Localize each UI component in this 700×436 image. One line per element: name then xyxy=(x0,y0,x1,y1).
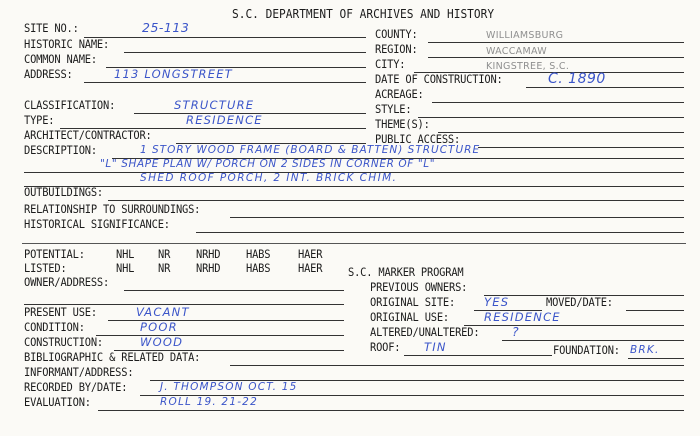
listed-nrhd[interactable]: NRHD xyxy=(196,262,221,275)
potential-nr[interactable]: NR xyxy=(158,248,171,261)
previous-owners-label: PREVIOUS OWNERS: xyxy=(370,281,468,294)
roof-value[interactable]: TIN xyxy=(424,340,447,354)
historic-name-label: HISTORIC NAME: xyxy=(24,38,110,51)
recorded-by-label: RECORDED BY/DATE: xyxy=(24,381,128,394)
common-name-label: COMMON NAME: xyxy=(24,53,97,66)
type-value[interactable]: RESIDENCE xyxy=(186,113,263,127)
historical-significance-label: HISTORICAL SIGNIFICANCE: xyxy=(24,218,170,231)
historic-name-line xyxy=(124,52,366,53)
recorded-by-value[interactable]: J. THOMPSON OCT. 15 xyxy=(160,381,298,393)
acreage-line xyxy=(432,102,684,103)
foundation-value[interactable]: BRK. xyxy=(630,344,660,356)
roof-label: ROOF: xyxy=(370,341,401,354)
acreage-label: ACREAGE: xyxy=(375,88,424,101)
section-divider xyxy=(22,243,686,244)
present-use-label: PRESENT USE: xyxy=(24,306,97,319)
style-line xyxy=(418,117,684,118)
condition-label: CONDITION: xyxy=(24,321,85,334)
present-use-value[interactable]: VACANT xyxy=(136,305,190,319)
description-label: DESCRIPTION: xyxy=(24,144,97,157)
informant-label: INFORMANT/ADDRESS: xyxy=(24,366,134,379)
region-label: REGION: xyxy=(375,43,418,56)
potential-label: POTENTIAL: xyxy=(24,248,85,261)
outbuildings-label: OUTBUILDINGS: xyxy=(24,186,104,199)
date-of-construction-value[interactable]: C. 1890 xyxy=(548,71,606,87)
potential-habs[interactable]: HABS xyxy=(246,248,271,261)
listed-habs[interactable]: HABS xyxy=(246,262,271,275)
public-access-label: PUBLIC ACCESS: xyxy=(375,133,461,146)
site-no-value[interactable]: 25-113 xyxy=(142,20,190,35)
altered-label: ALTERED/UNALTERED: xyxy=(370,326,480,339)
foundation-line xyxy=(628,358,684,359)
original-use-label: ORIGINAL USE: xyxy=(370,311,450,324)
evaluation-label: EVALUATION: xyxy=(24,396,91,409)
site-no-line xyxy=(84,37,366,38)
card-title: S.C. DEPARTMENT OF ARCHIVES AND HISTORY xyxy=(232,7,495,21)
relationship-line xyxy=(230,217,684,218)
evaluation-value[interactable]: ROLL 19. 21-22 xyxy=(160,396,258,408)
county-stamp: WILLIAMSBURG xyxy=(486,30,564,41)
potential-nhl[interactable]: NHL xyxy=(116,248,135,261)
site-no-label: SITE NO.: xyxy=(24,22,79,35)
potential-nrhd[interactable]: NRHD xyxy=(196,248,221,261)
themes-label: THEME(S): xyxy=(375,118,430,131)
original-site-label: ORIGINAL SITE: xyxy=(370,296,456,309)
description-line-3 xyxy=(24,186,684,187)
date-of-construction-line xyxy=(526,87,684,88)
owner-address-line-1 xyxy=(124,290,344,291)
altered-value[interactable]: ? xyxy=(512,324,520,339)
listed-nhl[interactable]: NHL xyxy=(116,262,135,275)
classification-label: CLASSIFICATION: xyxy=(24,99,116,112)
listed-label: LISTED: xyxy=(24,262,67,275)
public-access-line xyxy=(478,147,684,148)
original-use-value[interactable]: RESIDENCE xyxy=(484,310,561,324)
altered-line xyxy=(502,340,684,341)
type-label: TYPE: xyxy=(24,114,55,127)
bibliographic-label: BIBLIOGRAPHIC & RELATED DATA: xyxy=(24,351,201,364)
region-stamp: WACCAMAW xyxy=(486,46,547,57)
themes-line xyxy=(438,132,684,133)
city-label: CITY: xyxy=(375,58,406,71)
construction-value[interactable]: WOOD xyxy=(140,335,184,349)
potential-haer[interactable]: HAER xyxy=(298,248,323,261)
moved-date-line xyxy=(626,310,684,311)
description-value-2[interactable]: "L" SHAPE PLAN W/ PORCH ON 2 SIDES IN CORNER OF "L" xyxy=(100,158,436,170)
style-label: STYLE: xyxy=(375,103,412,116)
condition-value[interactable]: POOR xyxy=(140,320,178,334)
description-value-3[interactable]: SHED ROOF PORCH, 2 INT. BRICK CHIM. xyxy=(140,172,398,184)
historical-significance-line xyxy=(196,232,684,233)
city-stamp: KINGSTREE, S.C. xyxy=(486,61,570,72)
marker-program-title: S.C. MARKER PROGRAM xyxy=(348,266,464,279)
original-use-line xyxy=(464,325,684,326)
architect-label: ARCHITECT/CONTRACTOR: xyxy=(24,129,152,142)
evaluation-line xyxy=(98,410,684,411)
description-value-1[interactable]: 1 STORY WOOD FRAME (BOARD & BATTEN) STRUCTURE xyxy=(140,144,481,156)
address-label: ADDRESS: xyxy=(24,68,73,81)
address-line xyxy=(84,82,366,83)
region-line xyxy=(428,57,684,58)
relationship-label: RELATIONSHIP TO SURROUNDINGS: xyxy=(24,203,201,216)
foundation-label: FOUNDATION: xyxy=(553,344,620,357)
moved-date-label: MOVED/DATE: xyxy=(546,296,613,309)
outbuildings-line xyxy=(108,200,684,201)
date-of-construction-label: DATE OF CONSTRUCTION: xyxy=(375,73,503,86)
original-site-value[interactable]: YES xyxy=(484,295,510,309)
county-line xyxy=(428,42,684,43)
listed-haer[interactable]: HAER xyxy=(298,262,323,275)
construction-label: CONSTRUCTION: xyxy=(24,336,104,349)
classification-value[interactable]: STRUCTURE xyxy=(174,98,255,112)
address-value[interactable]: 113 LONGSTREET xyxy=(114,67,233,81)
owner-address-label: OWNER/ADDRESS: xyxy=(24,276,110,289)
roof-line xyxy=(404,355,552,356)
listed-nr[interactable]: NR xyxy=(158,262,171,275)
condition-line xyxy=(96,335,344,336)
county-label: COUNTY: xyxy=(375,28,418,41)
bibliographic-line xyxy=(230,365,684,366)
